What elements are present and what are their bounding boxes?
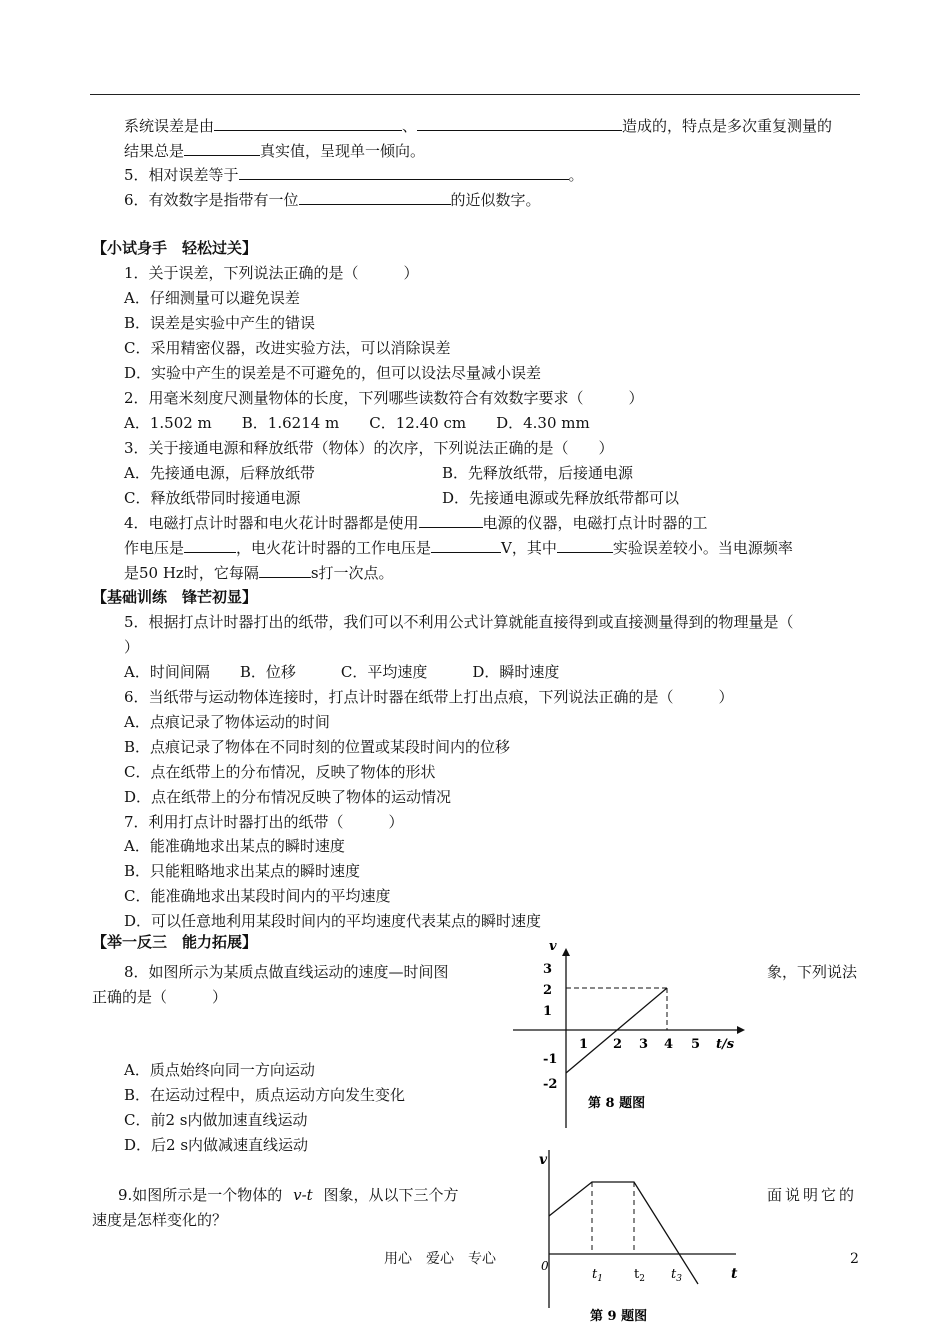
fill-blank [184,538,236,553]
option-a: A．仔细测量可以避免误差 [124,289,300,307]
v-axis-label: v [539,1152,548,1168]
option-d: D．实验中产生的误差是不可避免的，但可以设法尽量减小误差 [124,364,542,382]
fill-blank [419,513,483,528]
fill-blank [239,165,569,180]
y-tick-label: 2 [543,983,553,998]
text: 电源的仪器，电磁打点计时器的工 [482,514,708,532]
question-9-line-2: 速度是怎样变化的？ [92,1211,228,1229]
option-a: A．能准确地求出某点的瞬时速度 [124,837,345,855]
y-tick-label: -2 [543,1077,558,1092]
origin-label: 0 [541,1259,549,1273]
text: 9.如图所示是一个物体的 [118,1186,283,1204]
text: 真实值，呈现单一倾向。 [260,142,426,160]
text: 结果总是 [124,142,185,160]
text: s打一次点。 [310,564,394,582]
x-tick-label: 1 [579,1037,589,1052]
vt-symbol: v-t [293,1186,313,1204]
x-tick-label: 2 [613,1037,623,1052]
question-3: 3．关于接通电源和释放纸带（物体）的次序，下列说法正确的是（ ） [124,439,614,457]
option-b: B．点痕记录了物体在不同时刻的位置或某段时间内的位移 [124,738,511,756]
option-c: C．释放纸带同时接通电源 [124,489,301,507]
section-header: 【小试身手 轻松过关】 [92,239,258,257]
figure-9-vt-graph [530,1148,750,1324]
y-tick-label: 1 [543,1004,553,1019]
section-header: 【基础训练 锋芒初显】 [92,588,258,606]
footer-slogan: 用心 爱心 专心 [384,1251,496,1267]
text: 的近似数字。 [450,191,541,209]
t3-label: $t_3$ [671,1267,682,1284]
fill-blank [259,563,311,578]
fill-blank [431,538,501,553]
question-8-line-1b: 象，下列说法 [767,963,858,981]
figure-caption: 第 8 题图 [588,1096,646,1111]
option-d: D．可以任意地利用某段时间内的平均速度代表某点的瞬时速度 [124,912,542,930]
intro-line-3 [124,165,584,185]
figure-8-vt-graph [505,940,755,1140]
option-c: C．采用精密仪器，改进实验方法，可以消除误差 [124,339,451,357]
figure-caption: 第 9 题图 [590,1309,648,1324]
option-a: A．点痕记录了物体运动的时间 [124,713,330,731]
question-1: 1．关于误差，下列说法正确的是（ ） [124,264,419,282]
t2-label: $t_2$ [634,1267,645,1284]
option-b: B．误差是实验中产生的错误 [124,314,316,332]
fill-blank [214,116,402,131]
option-d: D．后2 s内做减速直线运动 [124,1136,309,1154]
y-tick-label: -1 [543,1052,558,1067]
question-2-options: A．1.502 m B．1.6214 m C．12.40 cm D．4.30 mm [124,414,590,432]
option-d: D．点在纸带上的分布情况反映了物体的运动情况 [124,788,452,806]
fill-blank [417,116,622,131]
header-rule [90,94,860,95]
page-number: 2 [850,1251,859,1267]
arrow-icon [737,1026,745,1034]
text: 4．电磁打点计时器和电火花计时器都是使用 [124,514,419,532]
question-2: 2．用毫米刻度尺测量物体的长度，下列哪些读数符合有效数字要求（ ） [124,389,644,407]
text: 图象，从以下三个方 [323,1186,459,1204]
intro-line-1 [124,116,832,136]
question-9-line-1b: 面说明它的 [767,1186,858,1204]
fill-blank [184,141,260,156]
option-d: D．先接通电源或先释放纸带都可以 [442,489,680,507]
intro-line-4 [124,190,541,210]
text: ，电火花计时器的工作电压是 [236,539,432,557]
v-axis-label: v [549,940,557,954]
y-tick-label: 3 [543,962,553,977]
text: 实验误差较小。当电源频率 [612,539,793,557]
text: 、 [402,117,418,135]
option-b: B．在运动过程中，质点运动方向发生变化 [124,1086,406,1104]
text: 。 [568,166,584,184]
option-b: B．先释放纸带，后接通电源 [442,464,634,482]
question-4-line-3 [124,563,394,583]
question-5-options: A．时间间隔 B．位移 C．平均速度 D．瞬时速度 [124,663,560,681]
question-8-line-1a: 8．如图所示为某质点做直线运动的速度—时间图 [124,963,449,981]
option-a: A．质点始终向同一方向运动 [124,1061,315,1079]
t-axis-label: t [731,1266,738,1282]
fill-blank [299,190,451,205]
option-a: A．先接通电源，后释放纸带 [124,464,315,482]
question-4-line-1 [124,513,708,533]
arrow-icon [562,948,570,956]
option-c: C．前2 s内做加速直线运动 [124,1111,308,1129]
x-tick-label: 4 [664,1037,674,1052]
text: 5．相对误差等于 [124,166,239,184]
option-c: C．能准确地求出某段时间内的平均速度 [124,887,391,905]
option-c: C．点在纸带上的分布情况，反映了物体的形状 [124,763,436,781]
option-b: B．只能粗略地求出某点的瞬时速度 [124,862,361,880]
question-4-line-2 [124,538,793,558]
question-7: 7．利用打点计时器打出的纸带（ ） [124,813,404,831]
section-header: 【举一反三 能力拓展】 [92,933,258,951]
text: 造成的，特点是多次重复测量的 [622,117,833,135]
question-8-line-2: 正确的是（ ） [92,988,228,1006]
question-9-line-1a [118,1185,458,1205]
text: 6．有效数字是指带有一位 [124,191,299,209]
question-6: 6．当纸带与运动物体连接时，打点计时器在纸带上打出点痕，下列说法正确的是（ ） [124,688,734,706]
x-tick-label: 3 [639,1037,649,1052]
text: V，其中 [501,539,557,557]
t1-label: $t_1$ [592,1267,603,1284]
t-axis-label: t/s [716,1037,735,1052]
text: 是50 Hz时，它每隔 [124,564,259,582]
question-5-end: ） [124,638,140,656]
fill-blank [557,538,613,553]
intro-line-2 [124,141,425,161]
text: 作电压是 [124,539,185,557]
text: 系统误差是由 [124,117,215,135]
question-5: 5．根据打点计时器打出的纸带，我们可以不利用公式计算就能直接得到或直接测量得到的物理量是（ [124,613,794,631]
x-tick-label: 5 [691,1037,701,1052]
